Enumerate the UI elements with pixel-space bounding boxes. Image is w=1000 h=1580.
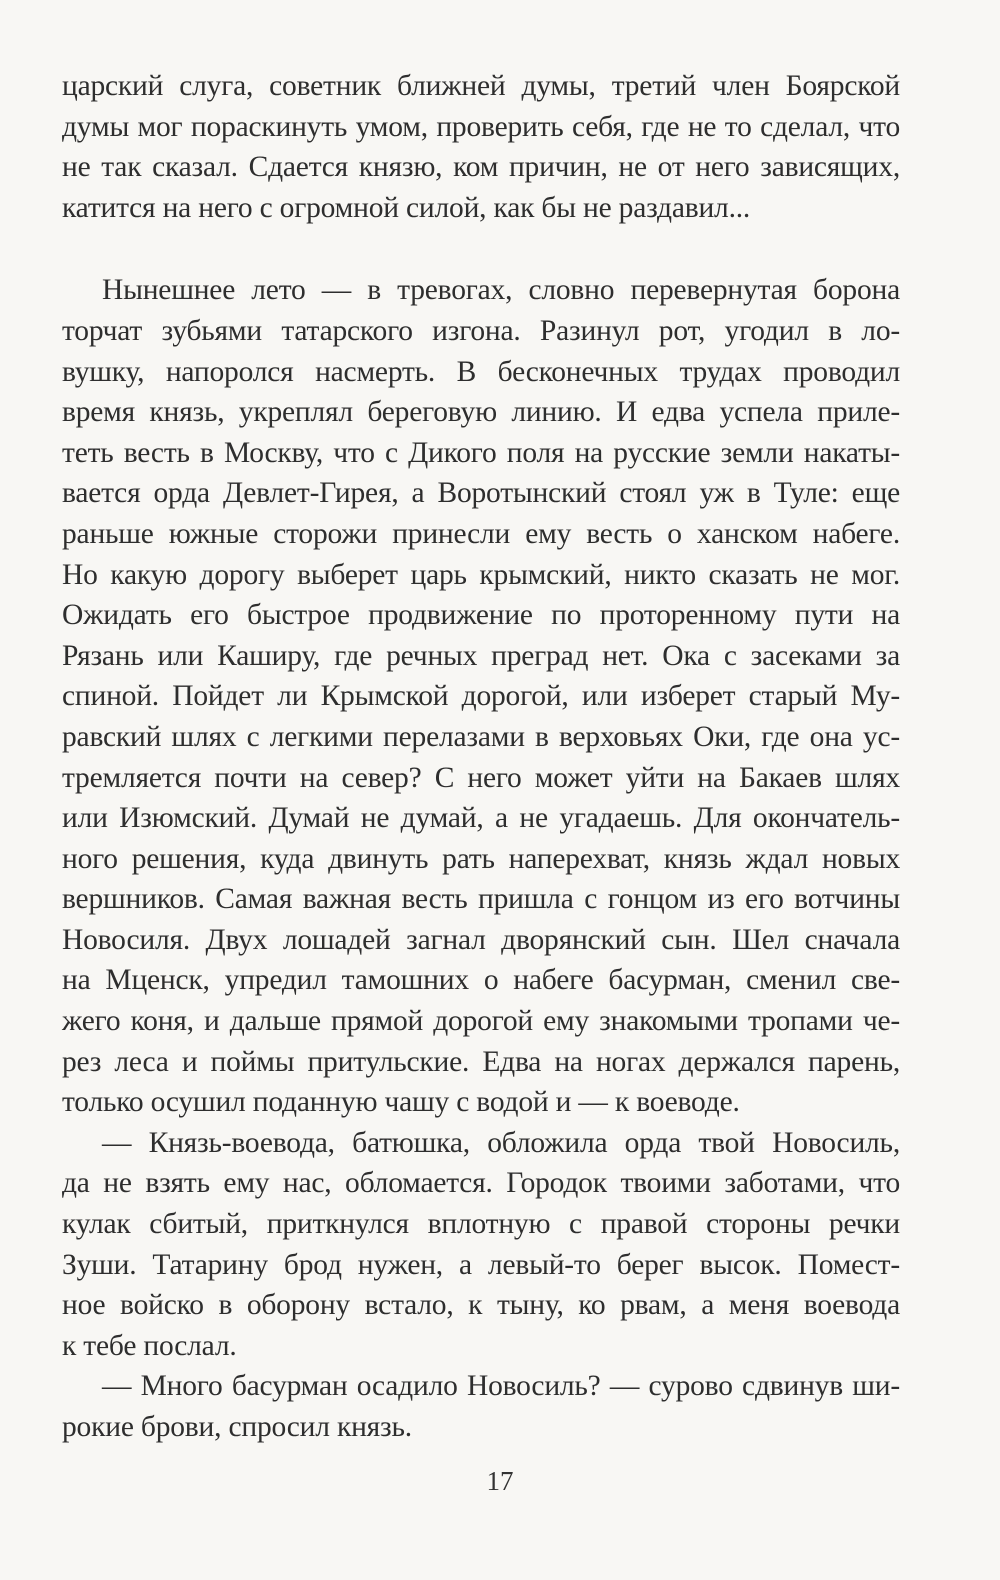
text-line: торчат зубьями татарского изгона. Разинул рот, угодил в ло-	[62, 314, 900, 347]
text-line: теть весть в Москву, что с Дикого поля на русские земли накаты-	[62, 436, 900, 469]
section-break	[62, 228, 900, 270]
paragraph-2	[62, 270, 900, 1122]
paragraph-1	[62, 66, 900, 228]
text-line: ного решения, куда двинуть рать наперехват, князь ждал новых	[62, 842, 900, 875]
text-line: кулак сбитый, приткнулся вплотную с правой стороны речки	[62, 1208, 900, 1241]
text-line: Зуши. Татарину брод нужен, а левый-то берег высок. Помест-	[62, 1248, 900, 1281]
text-line: Но какую дорогу выберет царь крымский, никто сказать не мог.	[62, 558, 900, 591]
page-text	[62, 66, 900, 1448]
text-line: — Князь-воевода, батюшка, обложила орда твой Новосиль,	[102, 1126, 900, 1159]
paragraph-3	[62, 1123, 900, 1367]
text-line: — Много басурман осадило Новосиль? — сурово сдвинув ши-	[102, 1370, 900, 1403]
text-line: Нынешнее лето — в тревогах, словно перевернутая борона	[102, 274, 900, 307]
text-line: рокие брови, спросил князь.	[62, 1411, 412, 1443]
text-line: тремляется почти на север? С него может уйти на Бакаев шлях	[62, 761, 900, 794]
text-line: или Изюмский. Думай не думай, а не угадаешь. Для окончатель-	[62, 802, 900, 835]
text-line: ное войско в оборону встало, к тыну, ко рвам, а меня воевода	[62, 1289, 900, 1322]
text-line: Новосиля. Двух лошадей загнал дворянский сын. Шел сначала	[62, 923, 900, 956]
text-line: жего коня, и дальше прямой дорогой ему знакомыми тропами че-	[62, 1005, 900, 1038]
text-line: вушку, напоролся насмерть. В бесконечных трудах проводил	[62, 355, 900, 388]
text-line: только осушил поданную чашу с водой и — к воеводе.	[62, 1086, 740, 1119]
text-line: царский слуга, советник ближней думы, третий член Боярской	[62, 70, 900, 102]
text-line: на Мценск, упредил тамошних о набеге басурман, сменил све-	[62, 964, 900, 997]
text-line: время князь, укреплял береговую линию. И едва успела приле-	[62, 396, 900, 429]
text-line: думы мог пораскинуть умом, проверить себя, где не то сделал, что	[62, 110, 900, 143]
text-line: спиной. Пойдет ли Крымской дорогой, или изберет старый Му-	[62, 680, 900, 713]
text-line: к тебе послал.	[62, 1329, 237, 1362]
text-line: Ожидать его быстрое продвижение по проторенному пути на	[62, 599, 900, 632]
page-number: 17	[486, 1466, 514, 1496]
text-line: равский шлях с легкими перелазами в верховьях Оки, где она ус-	[62, 720, 900, 753]
text-line: вается орда Девлет-Гирея, а Воротынский стоял уж в Туле: еще	[62, 477, 900, 510]
text-line: раньше южные сторожи принесли ему весть о ханском набеге.	[62, 517, 900, 550]
text-line: Рязань или Каширу, где речных преград нет. Ока с засеками за	[62, 639, 900, 672]
paragraph-4	[62, 1366, 900, 1447]
text-line: вершников. Самая важная весть пришла с гонцом из его вотчины	[62, 883, 900, 916]
text-line: катится на него с огромной силой, как бы не раздавил...	[62, 191, 751, 224]
text-line: не так сказал. Сдается князю, ком причин, не от него зависящих,	[62, 151, 900, 184]
text-line: да не взять ему нас, обломается. Городок твоими заботами, что	[62, 1167, 900, 1200]
text-line: рез леса и поймы притульские. Едва на ногах держался парень,	[62, 1045, 900, 1078]
